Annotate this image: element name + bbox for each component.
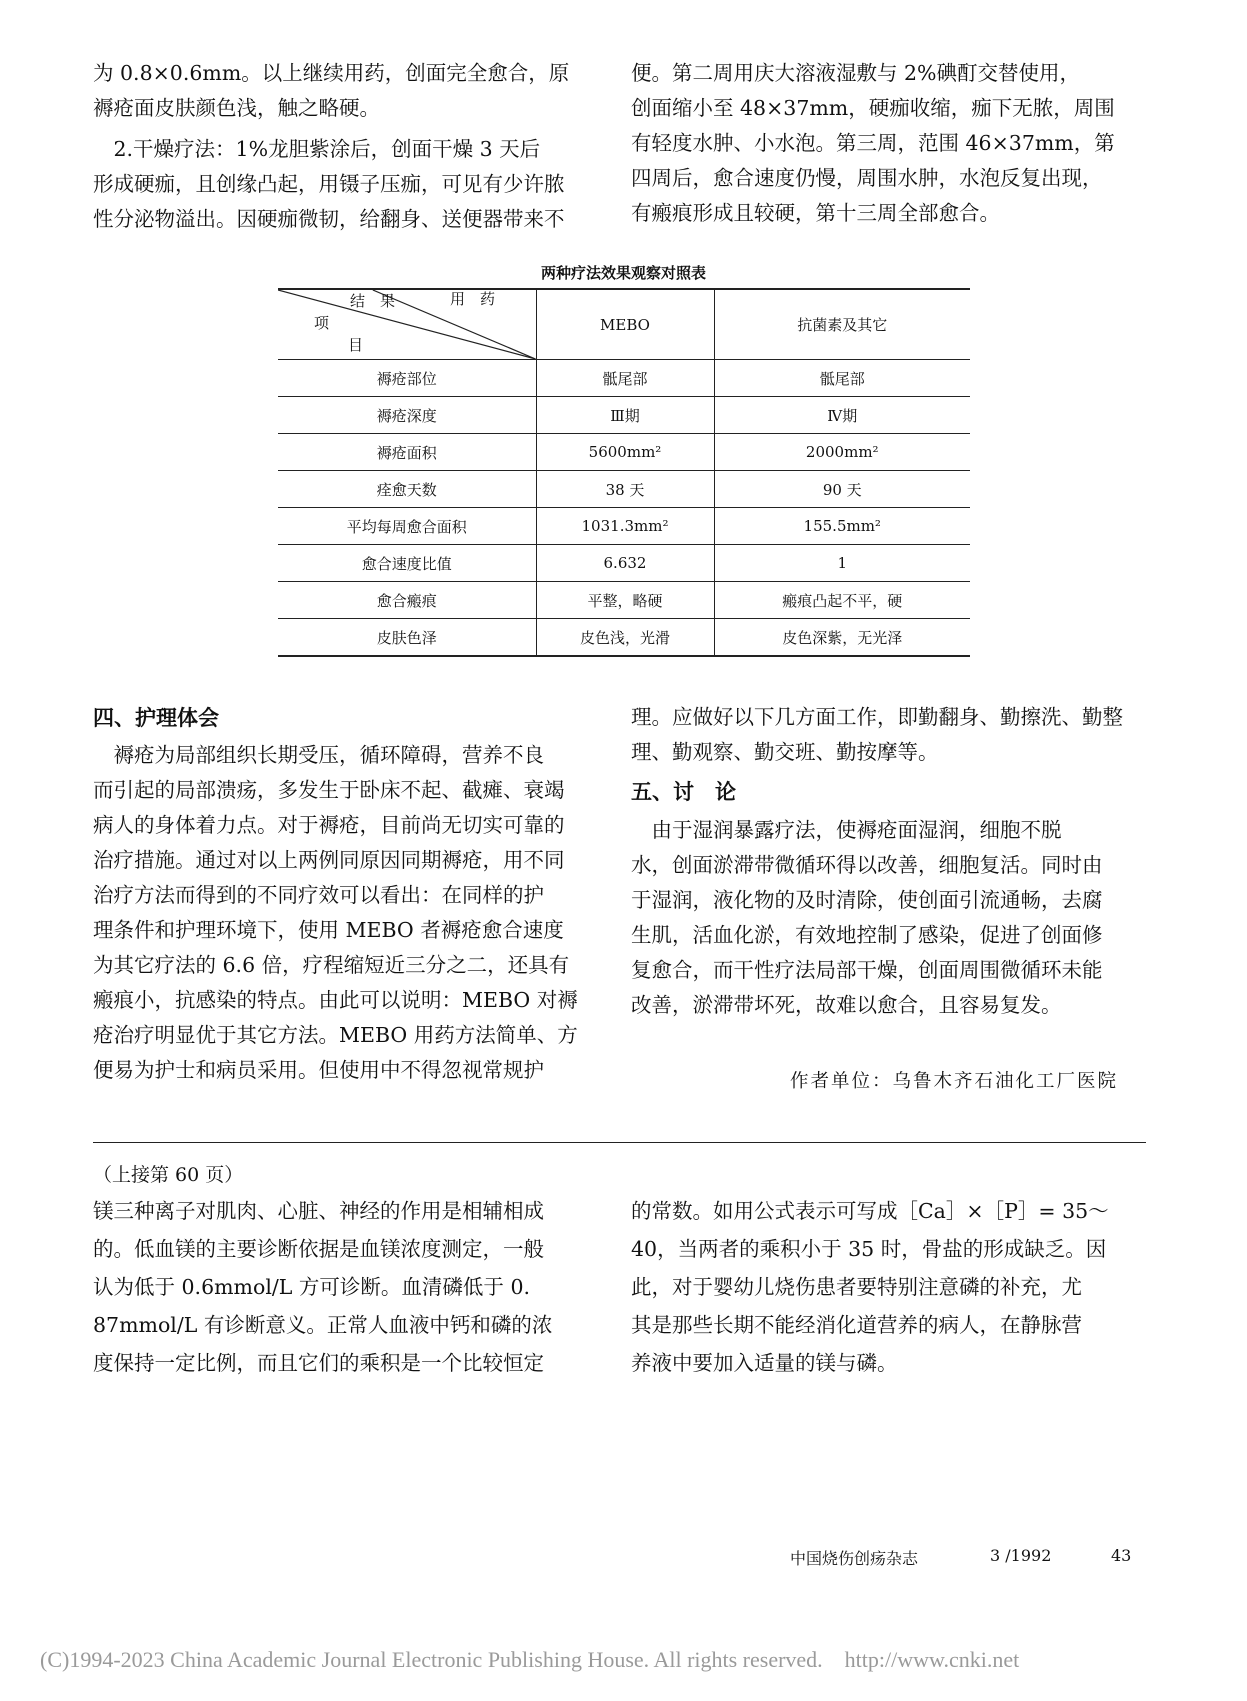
row-label: 痊愈天数 (278, 471, 536, 508)
other-cell: 90 天 (714, 471, 970, 508)
divider-line (93, 1142, 1146, 1143)
text-line: 有瘢痕形成且较硬，第十三周全部愈合。 (631, 201, 1000, 225)
table-caption: 两种疗法效果观察对照表 (540, 264, 706, 282)
text-line: 形成硬痂，且创缘凸起，用镊子压痂，可见有少许脓 (93, 172, 565, 196)
table-row (278, 471, 970, 508)
table-row (278, 397, 970, 434)
journal-name: 中国烧伤创疡杂志 (790, 1549, 919, 1568)
mebo-cell: 38 天 (536, 471, 714, 508)
row-label: 褥疮面积 (278, 434, 536, 471)
column-header-other: 抗菌素及其它 (714, 289, 970, 360)
copyright-notice: (C)1994-2023 China Academic Journal Electronic Publishing House. All rights reserved. http://www.cnki.net (40, 1647, 1020, 1672)
text-line: 镁三种离子对肌肉、心脏、神经的作用是相辅相成 (93, 1199, 544, 1223)
text-line: 便易为护士和病员采用。但使用中不得忽视常规护 (93, 1058, 544, 1082)
col1-top-paragraphs (93, 56, 570, 237)
row-label: 愈合瘢痕 (278, 582, 536, 619)
text-line: 四周后，愈合速度仍慢，周围水肿，水泡反复出现， (631, 166, 1103, 190)
row-label: 皮肤色泽 (278, 619, 536, 657)
table-row (278, 619, 970, 657)
table-header-row (278, 289, 970, 360)
other-cell: 瘢痕凸起不平，硬 (714, 582, 970, 619)
text-line: 瘢痕小，抗感染的特点。由此可以说明：MEBO 对褥 (93, 988, 578, 1012)
table-row (278, 508, 970, 545)
row-label: 愈合速度比值 (278, 545, 536, 582)
text-line: 养液中要加入适量的镁与磷。 (631, 1351, 898, 1375)
text-line: 此，对于婴幼儿烧伤患者要特别注意磷的补充，尤 (631, 1275, 1082, 1299)
text-line: 病人的身体着力点。对于褥疮，目前尚无切实可靠的 (93, 813, 565, 837)
section-4-continuation (631, 700, 1151, 770)
mebo-cell: 平整，略硬 (536, 582, 714, 619)
text-line: 创面缩小至 48×37mm，硬痂收缩，痂下无脓，周围 (631, 96, 1115, 120)
text-line: 改善，淤滞带坏死，故难以愈合，且容易复发。 (631, 993, 1062, 1017)
row-label: 褥疮深度 (278, 397, 536, 434)
text-line: 于湿润，液化物的及时清除，使创面引流通畅，去腐 (631, 888, 1103, 912)
text-line: 褥疮为局部组织长期受压，循环障碍，营养不良 (93, 743, 544, 767)
table-row (278, 545, 970, 582)
author-affiliation: 作者单位：乌鲁木齐石油化工厂医院 (790, 1071, 1119, 1092)
comparison-table (278, 288, 970, 657)
text-line: 理。应做好以下几方面工作，即勤翻身、勤擦洗、勤整 (631, 705, 1123, 729)
continued-col2 (631, 1192, 1151, 1382)
text-line: 治疗措施。通过对以上两例同原因同期褥疮，用不同 (93, 848, 565, 872)
mebo-cell: 皮色浅，光滑 (536, 619, 714, 657)
text-line: 认为低于 0.6mmol/L 方可诊断。血清磷低于 0. (93, 1275, 531, 1299)
issue-number: 3 /1992 (990, 1546, 1052, 1565)
corner-label-drug: 用 药 (450, 290, 496, 308)
text-line: 褥疮面皮肤颜色浅，触之略硬。 (93, 96, 380, 120)
table-row (278, 582, 970, 619)
text-line: 的常数。如用公式表示可写成［Ca］×［P］= 35～ (631, 1199, 1109, 1223)
text-line: 性分泌物溢出。因硬痂微韧，给翻身、送便器带来不 (93, 207, 565, 231)
section-5-heading: 五、讨 论 (631, 780, 736, 804)
mebo-cell: Ⅲ期 (536, 397, 714, 434)
continued-label: （上接第 60 页） (93, 1164, 244, 1186)
mebo-cell: 1031.3mm² (536, 508, 714, 545)
diagonal-header-cell (278, 289, 536, 360)
continued-col1 (93, 1192, 563, 1382)
mebo-cell: 骶尾部 (536, 360, 714, 397)
section-4-heading: 四、护理体会 (93, 706, 219, 730)
text-line: 由于湿润暴露疗法，使褥疮面湿润，细胞不脱 (631, 818, 1062, 842)
other-cell: 1 (714, 545, 970, 582)
other-cell: Ⅳ期 (714, 397, 970, 434)
row-label: 褥疮部位 (278, 360, 536, 397)
text-line: 的。低血镁的主要诊断依据是血镁浓度测定，一般 (93, 1237, 544, 1261)
corner-label-result: 结 果 (350, 292, 396, 310)
section-4-body (93, 738, 578, 1088)
text-line: 复愈合，而干性疗法局部干燥，创面周围微循环未能 (631, 958, 1103, 982)
page-number: 43 (1111, 1546, 1132, 1565)
text-line: 水，创面淤滞带微循环得以改善，细胞复活。同时由 (631, 853, 1103, 877)
text-line: 有轻度水肿、小水泡。第三周，范围 46×37mm，第 (631, 131, 1115, 155)
text-line: 疮治疗明显优于其它方法。MEBO 用药方法简单、方 (93, 1023, 578, 1047)
corner-label-item-a: 项 (314, 314, 330, 332)
table-row (278, 360, 970, 397)
corner-label-item-b: 目 (348, 336, 364, 354)
text-line: 40，当两者的乘积小于 35 时，骨盐的形成缺乏。因 (631, 1237, 1107, 1261)
text-line: 理条件和护理环境下，使用 MEBO 者褥疮愈合速度 (93, 918, 564, 942)
mebo-cell: 5600mm² (536, 434, 714, 471)
text-line: 便。第二周用庆大溶液湿敷与 2%碘酊交替使用， (631, 61, 1081, 85)
text-line: 其是那些长期不能经消化道营养的病人，在静脉营 (631, 1313, 1082, 1337)
text-line: 理、勤观察、勤交班、勤按摩等。 (631, 740, 939, 764)
text-line: 生肌，活血化淤，有效地控制了感染，促进了创面修 (631, 923, 1103, 947)
text-line: 87mmol/L 有诊断意义。正常人血液中钙和磷的浓 (93, 1313, 553, 1337)
text-line: 而引起的局部溃疡，多发生于卧床不起、截瘫、衰竭 (93, 778, 565, 802)
col2-top-paragraph (631, 56, 1151, 231)
column-header-mebo: MEBO (536, 289, 714, 360)
mebo-cell: 6.632 (536, 545, 714, 582)
text-line: 治疗方法而得到的不同疗效可以看出：在同样的护 (93, 883, 544, 907)
other-cell: 155.5mm² (714, 508, 970, 545)
other-cell: 2000mm² (714, 434, 970, 471)
other-cell: 骶尾部 (714, 360, 970, 397)
row-label: 平均每周愈合面积 (278, 508, 536, 545)
other-cell: 皮色深紫，无光泽 (714, 619, 970, 657)
text-line: 为 0.8×0.6mm。以上继续用药，创面完全愈合，原 (93, 61, 570, 85)
text-line: 度保持一定比例，而且它们的乘积是一个比较恒定 (93, 1351, 544, 1375)
text-line: 为其它疗法的 6.6 倍，疗程缩短近三分之二，还具有 (93, 953, 570, 977)
section-5-body (631, 813, 1151, 1023)
text-line: 2.干燥疗法：1%龙胆紫涂后，创面干燥 3 天后 (93, 137, 541, 161)
table-row (278, 434, 970, 471)
